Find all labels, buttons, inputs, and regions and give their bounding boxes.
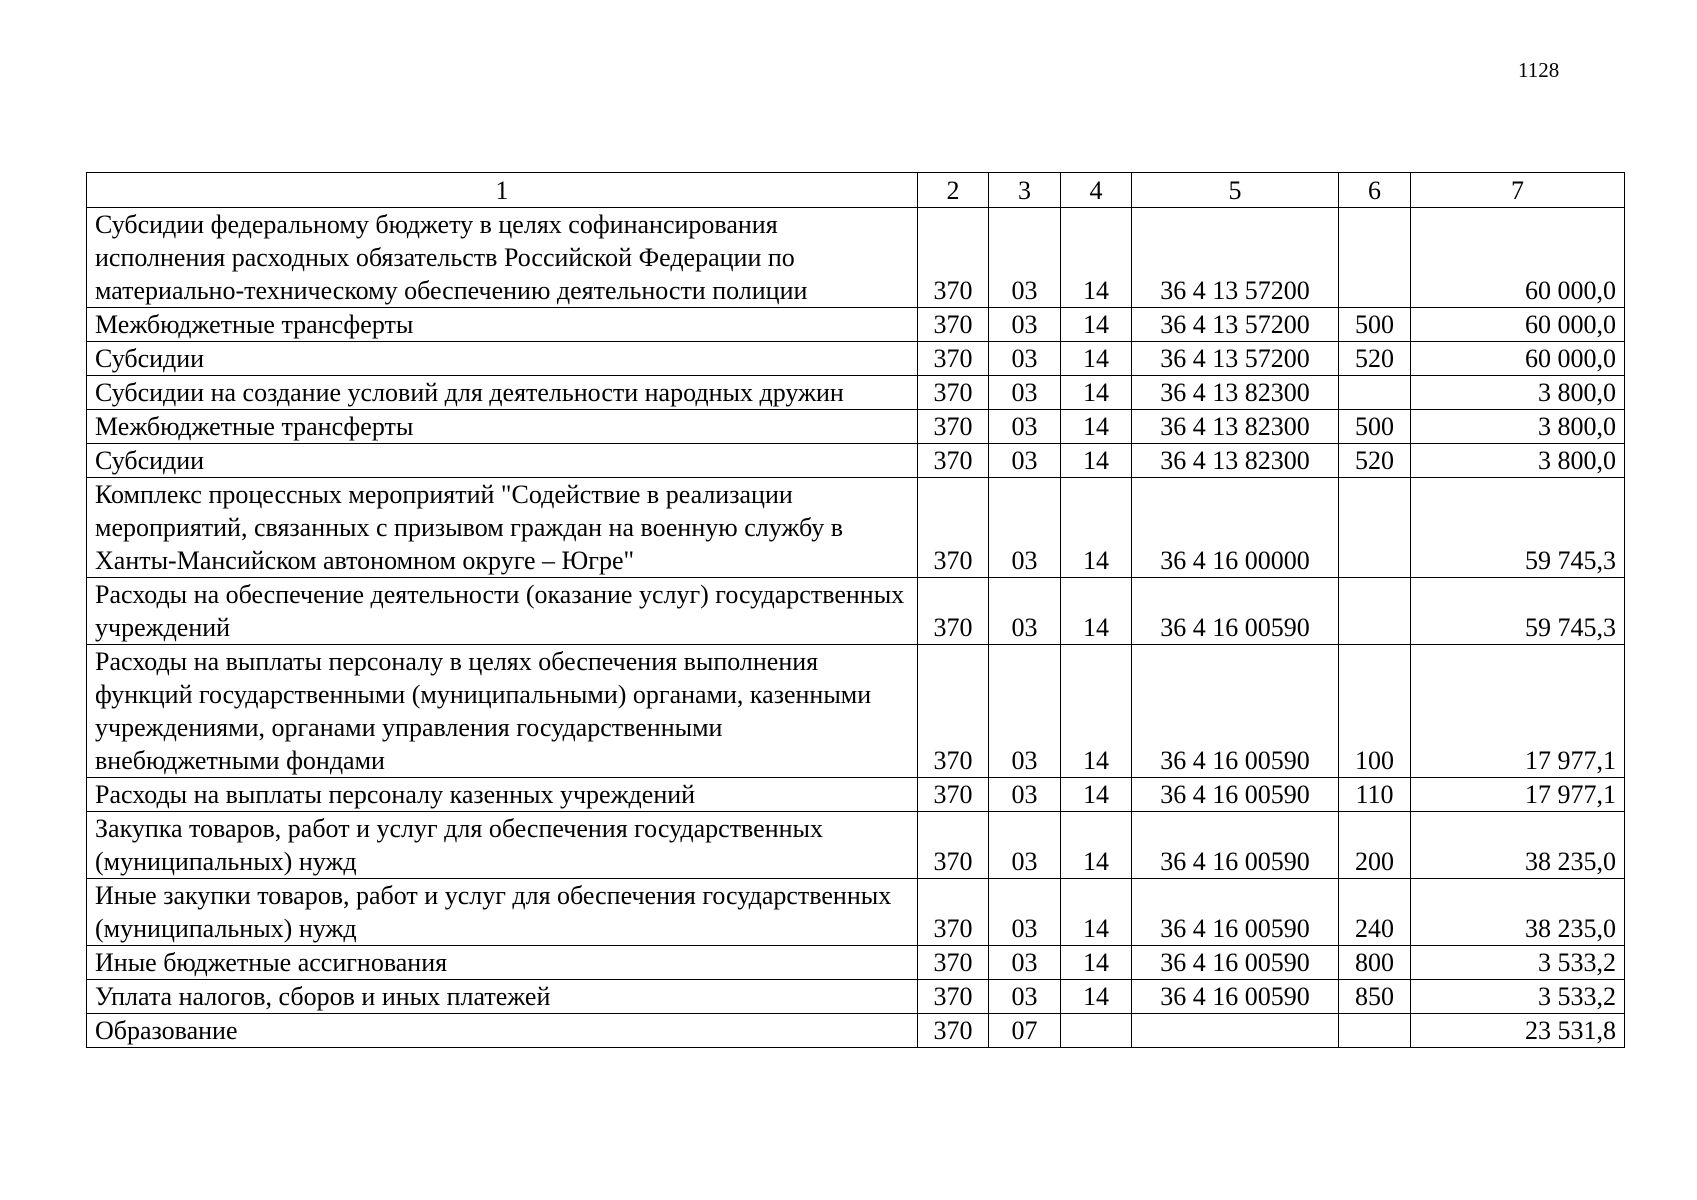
row-subsection-code: 14: [1061, 812, 1132, 879]
row-section-code: 03: [989, 342, 1061, 376]
row-target-code: 36 4 16 00590: [1132, 812, 1339, 879]
row-section-code: 03: [989, 308, 1061, 342]
row-section-code: 03: [989, 778, 1061, 812]
row-amount: 3 533,2: [1411, 946, 1625, 980]
row-admin-code: 370: [918, 645, 989, 778]
header-cell: 4: [1061, 173, 1132, 208]
row-subsection-code: 14: [1061, 208, 1132, 308]
row-name: Иные закупки товаров, работ и услуг для обеспечения государственных (муниципальных) нужд: [87, 879, 918, 946]
row-subsection-code: 14: [1061, 410, 1132, 444]
row-admin-code: 370: [918, 308, 989, 342]
row-target-code: 36 4 13 82300: [1132, 410, 1339, 444]
row-expense-type: [1339, 578, 1411, 645]
row-amount: 60 000,0: [1411, 342, 1625, 376]
row-target-code: 36 4 13 82300: [1132, 444, 1339, 478]
row-amount: 3 800,0: [1411, 410, 1625, 444]
row-admin-code: 370: [918, 812, 989, 879]
row-section-code: 03: [989, 812, 1061, 879]
row-amount: 59 745,3: [1411, 478, 1625, 578]
row-name: Субсидии федеральному бюджету в целях софинансирования исполнения расходных обязательств Российской Федерации по материально-техническому обеспечению деятельности полиции: [87, 208, 918, 308]
row-admin-code: 370: [918, 778, 989, 812]
row-amount: 3 533,2: [1411, 980, 1625, 1014]
row-amount: 38 235,0: [1411, 812, 1625, 879]
table-row: [87, 308, 1625, 342]
table-row: [87, 812, 1625, 879]
row-amount: 59 745,3: [1411, 578, 1625, 645]
row-section-code: 07: [989, 1014, 1061, 1048]
row-subsection-code: 14: [1061, 946, 1132, 980]
row-target-code: 36 4 16 00000: [1132, 478, 1339, 578]
header-cell: 2: [918, 173, 989, 208]
row-section-code: 03: [989, 410, 1061, 444]
row-expense-type: 850: [1339, 980, 1411, 1014]
page-number: 1128: [1518, 58, 1560, 82]
row-target-code: 36 4 16 00590: [1132, 578, 1339, 645]
row-subsection-code: 14: [1061, 879, 1132, 946]
row-subsection-code: 14: [1061, 342, 1132, 376]
row-section-code: 03: [989, 879, 1061, 946]
row-name: Субсидии: [87, 444, 918, 478]
row-amount: 38 235,0: [1411, 879, 1625, 946]
row-expense-type: [1339, 1014, 1411, 1048]
row-admin-code: 370: [918, 980, 989, 1014]
row-admin-code: 370: [918, 208, 989, 308]
row-expense-type: 200: [1339, 812, 1411, 879]
row-name: Иные бюджетные ассигнования: [87, 946, 918, 980]
row-admin-code: 370: [918, 444, 989, 478]
row-name: Межбюджетные трансферты: [87, 410, 918, 444]
table-row: [87, 410, 1625, 444]
header-row: [87, 173, 1625, 208]
row-target-code: 36 4 13 57200: [1132, 208, 1339, 308]
row-subsection-code: [1061, 1014, 1132, 1048]
table-row: [87, 1014, 1625, 1048]
row-name: Расходы на выплаты персоналу казенных учреждений: [87, 778, 918, 812]
row-amount: 17 977,1: [1411, 778, 1625, 812]
row-expense-type: 520: [1339, 342, 1411, 376]
row-name: Образование: [87, 1014, 918, 1048]
row-expense-type: 800: [1339, 946, 1411, 980]
row-target-code: [1132, 1014, 1339, 1048]
row-target-code: 36 4 16 00590: [1132, 980, 1339, 1014]
table-row: [87, 578, 1625, 645]
row-subsection-code: 14: [1061, 980, 1132, 1014]
row-expense-type: 500: [1339, 410, 1411, 444]
row-section-code: 03: [989, 478, 1061, 578]
header-cell: 3: [989, 173, 1061, 208]
row-admin-code: 370: [918, 578, 989, 645]
row-name: Расходы на обеспечение деятельности (оказание услуг) государственных учреждений: [87, 578, 918, 645]
row-section-code: 03: [989, 645, 1061, 778]
row-admin-code: 370: [918, 376, 989, 410]
row-subsection-code: 14: [1061, 444, 1132, 478]
row-admin-code: 370: [918, 342, 989, 376]
row-target-code: 36 4 13 57200: [1132, 342, 1339, 376]
table-row: [87, 980, 1625, 1014]
table-row: [87, 778, 1625, 812]
row-expense-type: 110: [1339, 778, 1411, 812]
row-name: Уплата налогов, сборов и иных платежей: [87, 980, 918, 1014]
row-section-code: 03: [989, 208, 1061, 308]
table-row: [87, 342, 1625, 376]
row-name: Субсидии на создание условий для деятельности народных дружин: [87, 376, 918, 410]
row-admin-code: 370: [918, 879, 989, 946]
budget-table: [86, 172, 1625, 1048]
header-cell: 6: [1339, 173, 1411, 208]
row-expense-type: [1339, 376, 1411, 410]
row-subsection-code: 14: [1061, 578, 1132, 645]
row-section-code: 03: [989, 980, 1061, 1014]
row-amount: 60 000,0: [1411, 208, 1625, 308]
header-cell: 1: [87, 173, 918, 208]
row-section-code: 03: [989, 376, 1061, 410]
row-subsection-code: 14: [1061, 478, 1132, 578]
row-amount: 3 800,0: [1411, 444, 1625, 478]
row-name: Закупка товаров, работ и услуг для обеспечения государственных (муниципальных) нужд: [87, 812, 918, 879]
row-section-code: 03: [989, 578, 1061, 645]
row-name: Расходы на выплаты персоналу в целях обеспечения выполнения функций государственными (муниципальными) органами, казенными учреждениями, органами управления государственными внебюджетными фондами: [87, 645, 918, 778]
row-expense-type: [1339, 478, 1411, 578]
row-target-code: 36 4 16 00590: [1132, 946, 1339, 980]
header-cell: 5: [1132, 173, 1339, 208]
table-row: [87, 208, 1625, 308]
row-target-code: 36 4 13 82300: [1132, 376, 1339, 410]
row-subsection-code: 14: [1061, 778, 1132, 812]
row-section-code: 03: [989, 946, 1061, 980]
row-name: Комплекс процессных мероприятий "Содействие в реализации мероприятий, связанных с призывом граждан на военную службу в Ханты-Мансийском автономном округе – Югре": [87, 478, 918, 578]
row-amount: 23 531,8: [1411, 1014, 1625, 1048]
row-target-code: 36 4 16 00590: [1132, 879, 1339, 946]
row-amount: 3 800,0: [1411, 376, 1625, 410]
row-amount: 17 977,1: [1411, 645, 1625, 778]
row-expense-type: 100: [1339, 645, 1411, 778]
row-name: Субсидии: [87, 342, 918, 376]
row-subsection-code: 14: [1061, 645, 1132, 778]
row-expense-type: 500: [1339, 308, 1411, 342]
row-target-code: 36 4 16 00590: [1132, 778, 1339, 812]
table-row: [87, 879, 1625, 946]
table-row: [87, 478, 1625, 578]
row-expense-type: 520: [1339, 444, 1411, 478]
row-admin-code: 370: [918, 410, 989, 444]
row-expense-type: 240: [1339, 879, 1411, 946]
row-name: Межбюджетные трансферты: [87, 308, 918, 342]
row-admin-code: 370: [918, 1014, 989, 1048]
row-target-code: 36 4 16 00590: [1132, 645, 1339, 778]
row-admin-code: 370: [918, 946, 989, 980]
table-row: [87, 444, 1625, 478]
row-expense-type: [1339, 208, 1411, 308]
table-row: [87, 376, 1625, 410]
row-section-code: 03: [989, 444, 1061, 478]
row-amount: 60 000,0: [1411, 308, 1625, 342]
row-subsection-code: 14: [1061, 308, 1132, 342]
table-row: [87, 645, 1625, 778]
header-cell: 7: [1411, 173, 1625, 208]
row-subsection-code: 14: [1061, 376, 1132, 410]
row-admin-code: 370: [918, 478, 989, 578]
row-target-code: 36 4 13 57200: [1132, 308, 1339, 342]
table-row: [87, 946, 1625, 980]
